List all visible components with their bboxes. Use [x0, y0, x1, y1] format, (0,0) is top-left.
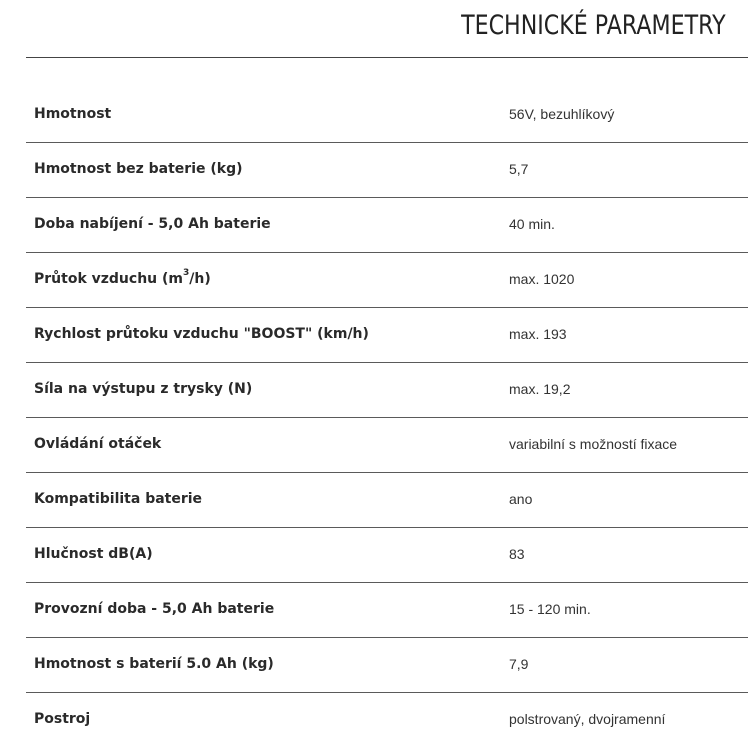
spec-label: Hmotnost bez baterie (kg) — [34, 161, 243, 177]
spec-label: Hmotnost s baterií 5.0 Ah (kg) — [34, 656, 274, 672]
table-row — [26, 143, 748, 198]
spec-value: 7,9 — [509, 656, 529, 672]
spec-value: 40 min. — [509, 216, 555, 232]
table-row — [26, 418, 748, 473]
spec-value: 83 — [509, 546, 525, 562]
spec-value: ano — [509, 491, 533, 507]
spec-label-text: /h) — [189, 271, 211, 287]
spec-value: max. 193 — [509, 326, 567, 342]
spec-value: max. 19,2 — [509, 381, 571, 397]
spec-label: Ovládání otáček — [34, 436, 162, 452]
spec-label: Hlučnost dB(A) — [34, 546, 153, 562]
table-row — [26, 693, 748, 747]
spec-value: variabilní s možností fixace — [509, 436, 678, 452]
spec-value: max. 1020 — [509, 271, 575, 287]
spec-value: polstrovaný, dvojramenní — [509, 711, 666, 727]
table-row — [26, 583, 748, 638]
spec-value: 56V, bezuhlíkový — [509, 106, 615, 122]
specs-table — [26, 88, 748, 747]
table-row — [26, 363, 748, 418]
spec-label: Síla na výstupu z trysky (N) — [34, 381, 253, 397]
spec-value: 5,7 — [509, 161, 529, 177]
table-row — [26, 473, 748, 528]
spec-label: Doba nabíjení - 5,0 Ah baterie — [34, 216, 271, 232]
table-row — [26, 198, 748, 253]
spec-value: 15 - 120 min. — [509, 601, 591, 617]
table-row — [26, 638, 748, 693]
section-title: TECHNICKÉ PARAMETRY — [461, 10, 726, 41]
table-row — [26, 88, 748, 143]
table-row — [26, 528, 748, 583]
spec-label: Kompatibilita baterie — [34, 491, 203, 507]
table-row — [26, 308, 748, 363]
superscript: 3 — [182, 268, 190, 278]
table-row — [26, 253, 748, 308]
spec-label: Hmotnost — [34, 106, 112, 122]
spec-label: Provozní doba - 5,0 Ah baterie — [34, 601, 275, 617]
spec-label: Postroj — [34, 711, 91, 727]
spec-label: Rychlost průtoku vzduchu "BOOST" (km/h) — [34, 326, 369, 342]
section-header — [26, 0, 748, 58]
spec-label — [34, 268, 211, 287]
spec-label-text: Průtok vzduchu (m — [34, 271, 183, 287]
